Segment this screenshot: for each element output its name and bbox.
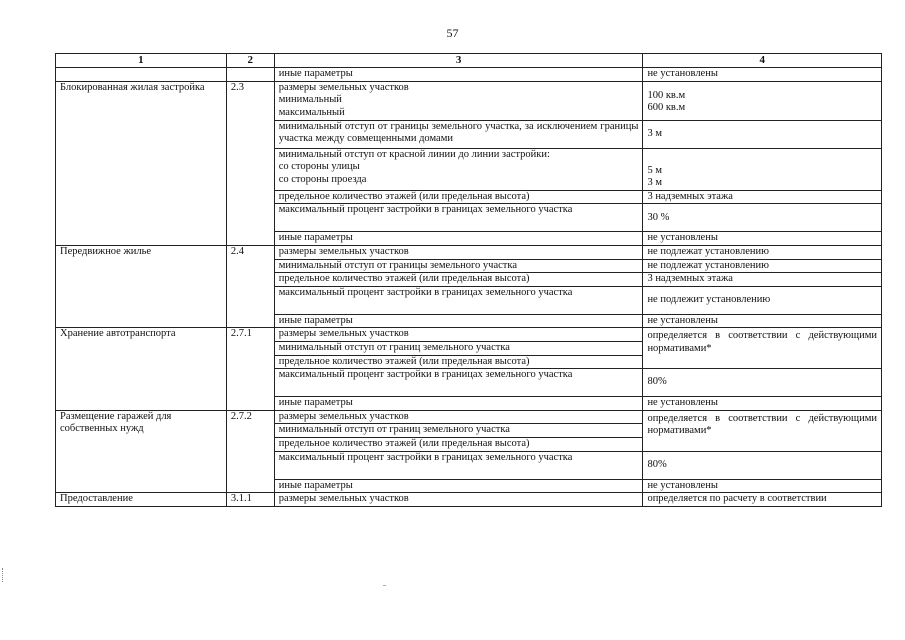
value-cell: не установлены xyxy=(643,232,882,246)
header-col-1: 1 xyxy=(56,54,227,68)
value-cell: 80% xyxy=(643,451,882,479)
param-line: минимальный отступ от красной линии до линии застройки: xyxy=(278,148,550,160)
category-cell: Хранение автотранспорта xyxy=(56,328,227,410)
param-cell: иные параметры xyxy=(274,314,643,328)
param-cell: предельное количество этажей (или предельная высота) xyxy=(274,437,643,451)
param-line: размеры земельных участков xyxy=(278,81,409,93)
value-line: 600 кв.м xyxy=(647,102,686,114)
param-cell: максимальный процент застройки в границах земельного участка xyxy=(274,204,643,232)
table-row xyxy=(56,245,882,259)
value-cell: не установлены xyxy=(643,314,882,328)
merged-value: определяется в соответствии с действующими нормативами* xyxy=(647,330,877,354)
table-row xyxy=(56,68,882,82)
code-cell: 2.7.2 xyxy=(226,410,274,492)
value-cell: не установлены xyxy=(643,68,882,82)
param-line: со стороны улицы xyxy=(278,161,360,173)
value-cell xyxy=(643,81,882,120)
merged-value: определяется в соответствии с действующими нормативами* xyxy=(647,412,877,437)
param-cell: минимальный отступ от границы земельного участка xyxy=(274,259,643,273)
category-cell: Предоставление xyxy=(56,493,227,507)
param-cell: иные параметры xyxy=(274,397,643,411)
param-cell: иные параметры xyxy=(274,479,643,493)
value-line: 3 м xyxy=(647,177,662,189)
scan-artifact-mark xyxy=(2,568,9,582)
param-cell: минимальный отступ от границы земельного участка, за исключением границы участка между совмещенными домами xyxy=(274,120,643,148)
value-cell: не установлены xyxy=(643,397,882,411)
param-line: максимальный xyxy=(278,106,345,118)
value-cell: определяется по расчету в соответствии xyxy=(643,493,882,507)
value-cell: не подлежит установлению xyxy=(643,286,882,314)
param-cell: иные параметры xyxy=(274,68,643,82)
param-cell: размеры земельных участков xyxy=(274,493,643,507)
param-cell: минимальный отступ от границ земельного участка xyxy=(274,341,643,355)
header-col-2: 2 xyxy=(226,54,274,68)
table-row xyxy=(56,328,882,342)
zoning-parameters-table xyxy=(55,53,882,507)
code-cell: 3.1.1 xyxy=(226,493,274,507)
value-cell: 30 % xyxy=(643,204,882,232)
param-cell: размеры земельных участков xyxy=(274,328,643,342)
value-cell: не установлены xyxy=(643,479,882,493)
param-line: минимальный xyxy=(278,94,342,106)
value-cell: 3 надземных этажа xyxy=(643,273,882,287)
param-cell: максимальный процент застройки в границах земельного участка xyxy=(274,369,643,397)
param-cell: размеры земельных участков xyxy=(274,245,643,259)
param-cell: размеры земельных участков xyxy=(274,410,643,424)
param-cell: максимальный процент застройки в границах земельного участка xyxy=(274,286,643,314)
value-cell: не подлежат установлению xyxy=(643,259,882,273)
param-cell: предельное количество этажей (или предельная высота) xyxy=(274,355,643,369)
table-row xyxy=(56,81,882,120)
param-cell: минимальный отступ от границ земельного участка xyxy=(274,424,643,438)
category-cell xyxy=(56,81,227,245)
scan-artifact-dot xyxy=(383,585,386,586)
param-cell: предельное количество этажей (или предельная высота) xyxy=(274,190,643,204)
value-cell xyxy=(643,410,882,451)
code-cell xyxy=(226,68,274,82)
category-cell xyxy=(56,68,227,82)
header-col-3: 3 xyxy=(274,54,643,68)
value-line: 5 м xyxy=(647,164,662,176)
param-cell: иные параметры xyxy=(274,232,643,246)
code-cell: 2.7.1 xyxy=(226,328,274,410)
param-cell: максимальный процент застройки в границах земельного участка xyxy=(274,451,643,479)
value-cell: 3 надземных этажа xyxy=(643,190,882,204)
table-row xyxy=(56,493,882,507)
param-cell: предельное количество этажей (или предельная высота) xyxy=(274,273,643,287)
category-name: Блокированная жилая застройка xyxy=(60,81,205,93)
param-cell xyxy=(274,81,643,120)
table-header-row xyxy=(56,54,882,68)
category-cell: Размещение гаражей для собственных нужд xyxy=(56,410,227,492)
param-line: со стороны проезда xyxy=(278,173,367,185)
value-cell xyxy=(643,148,882,190)
code-cell: 2.3 xyxy=(226,81,274,245)
value-cell: не подлежат установлению xyxy=(643,245,882,259)
param-cell xyxy=(274,148,643,190)
category-cell: Передвижное жилье xyxy=(56,245,227,327)
code-cell: 2.4 xyxy=(226,245,274,327)
value-line: 100 кв.м xyxy=(647,89,686,101)
value-cell xyxy=(643,328,882,369)
table-row xyxy=(56,410,882,424)
value-cell: 3 м xyxy=(643,120,882,148)
value-cell: 80% xyxy=(643,369,882,397)
page-number: 57 xyxy=(446,26,459,40)
header-col-4: 4 xyxy=(643,54,882,68)
